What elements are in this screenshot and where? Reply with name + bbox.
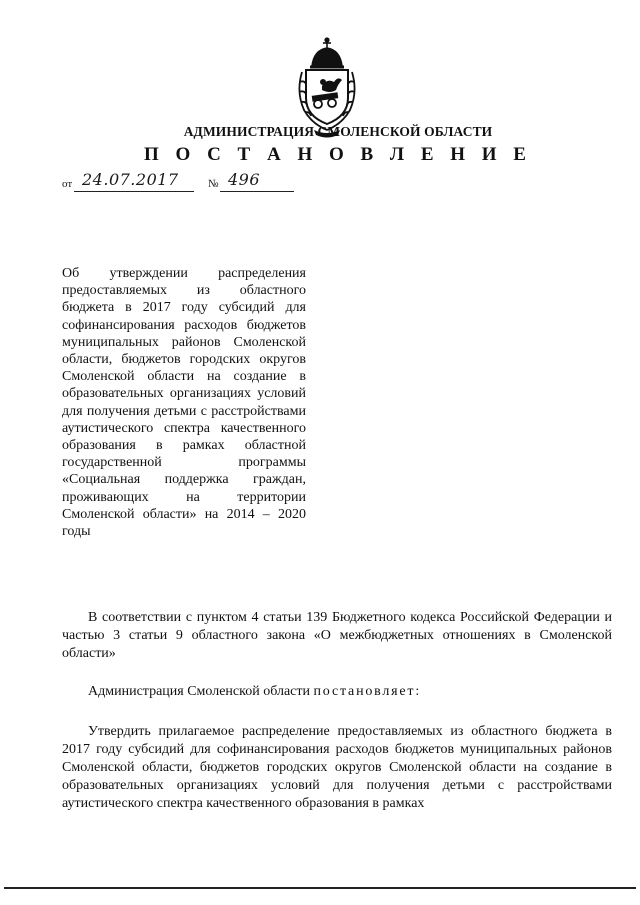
resolution-action: постановляет: [313, 684, 422, 699]
document-type-title: П О С Т А Н О В Л Е Н И Е [144, 144, 532, 165]
number-prefix: № [208, 178, 219, 190]
document-date: 24.07.2017 [82, 170, 179, 189]
page-bottom-line [4, 887, 636, 889]
resolution-lead: Администрация Смоленской области [88, 684, 314, 699]
resolution-paragraph [62, 683, 612, 701]
date-prefix: от [62, 178, 73, 190]
document-subject: Об утверждении распределения предоставляемых из областного бюджета в 2017 году субсидий для софинансирования расходов бюджетов муниципальных районов Смоленской области, бюджетов городских округов Смоленской области на создание в образовательных организациях условий для получения детьми с расстройствами аутистического спектра качественного образования в рамках областной государственной программы «Социальная поддержка граждан, проживающих на территории Смоленской области» на 2014 – 2020 годы [62, 266, 306, 540]
date-underline [74, 191, 194, 192]
registration-line [62, 172, 302, 194]
document-number: 496 [228, 170, 261, 189]
preamble-paragraph: В соответствии с пунктом 4 статьи 139 Бюджетного кодекса Российской Федерации и частью 3 статьи 9 областного закона «О межбюджетных отношениях в Смоленской области» [62, 610, 612, 661]
organization-name: АДМИНИСТРАЦИЯ СМОЛЕНСКОЙ ОБЛАСТИ [183, 124, 493, 139]
decision-paragraph: Утвердить прилагаемое распределение предоставляемых из областного бюджета в 2017 году субсидий для софинансирования расходов бюджетов муниципальных районов Смоленской области, бюджетов городских округов Смоленской области на создание в образовательных организациях условий для получения детьми с расстройствами аутистического спектра качественного образования в рамках [62, 724, 612, 811]
number-underline [220, 191, 294, 192]
